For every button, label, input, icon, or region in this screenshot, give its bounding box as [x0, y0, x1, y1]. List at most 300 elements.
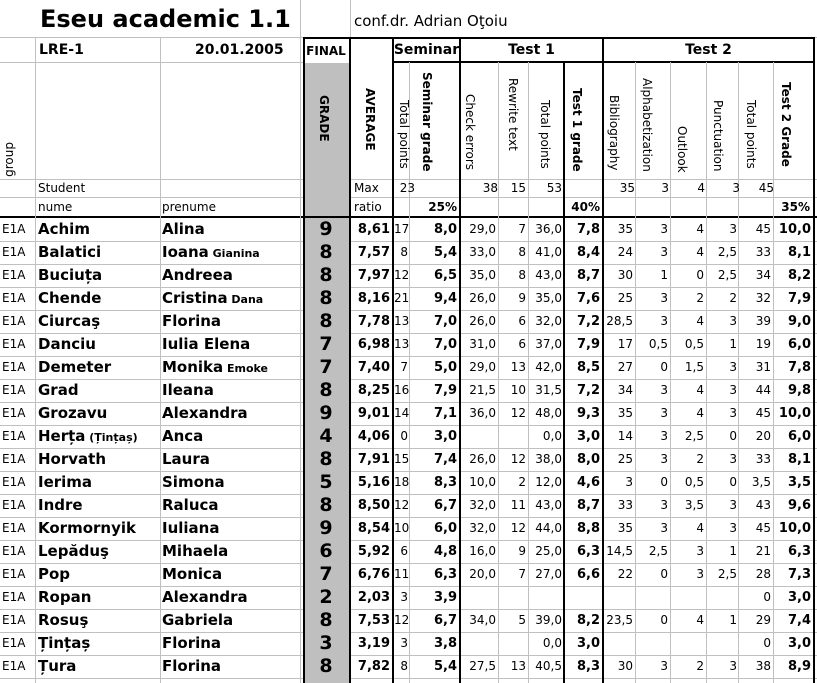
- grid-vline: [602, 37, 604, 683]
- test2-grade-cell: 9,0: [787, 314, 811, 329]
- alphabetization-cell: 3: [660, 498, 668, 512]
- last-name-cell: Buciuța: [38, 266, 103, 284]
- bibliography-cell: 30: [617, 659, 633, 673]
- seminar-grade-cell: 3,0: [433, 429, 457, 444]
- bibliography-cell: 14: [617, 429, 633, 443]
- seminar-points-cell: 7: [400, 360, 408, 374]
- outlook-cell: 2,5: [684, 429, 704, 443]
- nume-label: nume: [38, 200, 73, 214]
- test2-points-cell: 31: [755, 360, 771, 374]
- first-name-cell: Cristina Dana: [162, 289, 264, 307]
- test2-grade-cell: 9,6: [787, 498, 811, 513]
- group-cell: E1A: [2, 245, 26, 259]
- group-cell: E1A: [2, 337, 26, 351]
- outlook-cell: 4: [696, 406, 704, 420]
- average-cell: 8,54: [357, 521, 390, 536]
- final-grade-cell: 3: [319, 632, 333, 654]
- seminar-points-cell: 13: [394, 314, 410, 328]
- seminar-points-cell: 10: [394, 521, 410, 535]
- grid-vline: [35, 37, 36, 683]
- group-cell: E1A: [2, 590, 26, 604]
- group-cell: E1A: [2, 613, 26, 627]
- test2-grade-cell: 3,5: [787, 475, 811, 490]
- first-name-cell: Monica: [162, 565, 223, 583]
- test1-grade-cell: 8,2: [576, 613, 600, 628]
- test2-ratio: 35%: [781, 200, 810, 214]
- punctuation-cell: 2,5: [717, 245, 737, 259]
- seminar-grade-cell: 7,9: [433, 383, 457, 398]
- check-errors-cell: 20,0: [469, 567, 496, 581]
- course-code: LRE-1: [39, 42, 84, 58]
- seminar-points-cell: 18: [394, 475, 410, 489]
- test2-grade-cell: 8,2: [787, 268, 811, 283]
- check-errors-cell: 26,0: [469, 314, 496, 328]
- outlook-cell: 4: [696, 222, 704, 236]
- rewrite-text-cell: 7: [518, 567, 526, 581]
- max-bibliography: 35: [619, 181, 635, 195]
- outlook-cell: 4: [696, 383, 704, 397]
- punctuation-cell: 3: [729, 521, 737, 535]
- average-cell: 8,25: [357, 383, 390, 398]
- test2-grade-cell: 3,0: [787, 636, 811, 651]
- first-name-cell: Laura: [162, 450, 210, 468]
- final-grade-cell: 8: [319, 241, 333, 263]
- check-errors-cell: 33,0: [469, 245, 496, 259]
- test2-grade-cell: 7,9: [787, 291, 811, 306]
- seminar-points-cell: 8: [400, 245, 408, 259]
- alphabetization-cell: 3: [660, 291, 668, 305]
- group-cell: E1A: [2, 291, 26, 305]
- test1-grade-cell: 8,0: [576, 452, 600, 467]
- average-cell: 6,76: [357, 567, 390, 582]
- seminar-grade-column-label: Seminar grade: [420, 72, 434, 172]
- first-name-cell: Iuliana: [162, 519, 220, 537]
- group-cell: E1A: [2, 429, 26, 443]
- check-errors-cell: 36,0: [469, 406, 496, 420]
- seminar-grade-cell: 3,9: [433, 590, 457, 605]
- average-cell: 7,91: [357, 452, 390, 467]
- group-cell: E1A: [2, 406, 26, 420]
- rewrite-text-cell: 12: [510, 452, 526, 466]
- alphabetization-cell: 3: [660, 245, 668, 259]
- bibliography-cell: 33: [617, 498, 633, 512]
- seminar-points-cell: 6: [400, 544, 408, 558]
- alphabetization-cell: 3: [660, 452, 668, 466]
- bibliography-cell: 28,5: [606, 314, 633, 328]
- group-cell: E1A: [2, 659, 26, 673]
- seminar-grade-cell: 4,8: [433, 544, 457, 559]
- test1-grade-cell: 9,3: [576, 406, 600, 421]
- bibliography-cell: 25: [617, 291, 633, 305]
- alphabetization-cell: 1: [660, 268, 668, 282]
- average-column-label: AVERAGE: [363, 88, 377, 151]
- grid-hline: [303, 37, 814, 39]
- test1-grade-cell: 3,0: [576, 636, 600, 651]
- seminar-points-cell: 12: [394, 498, 410, 512]
- seminar-grade-cell: 6,5: [433, 268, 457, 283]
- test1-points-cell: 0,0: [542, 636, 562, 650]
- test2-points-cell: 28: [755, 567, 771, 581]
- test1-grade-cell: 8,7: [576, 268, 600, 283]
- test1-points-column-label: Total points: [538, 100, 552, 169]
- first-name-cell: Raluca: [162, 496, 219, 514]
- outlook-cell: 2: [696, 659, 704, 673]
- final-grade-cell: 7: [319, 563, 333, 585]
- last-name-cell: Grad: [38, 381, 79, 399]
- exam-date: 20.01.2005: [195, 42, 284, 58]
- test1-grade-cell: 7,2: [576, 314, 600, 329]
- max-rewrite-text: 15: [510, 181, 526, 195]
- test1-points-cell: 0,0: [542, 429, 562, 443]
- final-grade-cell: 8: [319, 264, 333, 286]
- seminar-grade-cell: 6,0: [433, 521, 457, 536]
- punctuation-cell: 3: [729, 406, 737, 420]
- alphabetization-cell: 3: [660, 383, 668, 397]
- average-cell: 7,57: [357, 245, 390, 260]
- bibliography-cell: 22: [617, 567, 633, 581]
- bibliography-cell: 3: [625, 475, 633, 489]
- outlook-cell: 2: [696, 452, 704, 466]
- test1-grade-cell: 6,3: [576, 544, 600, 559]
- grid-vline: [160, 37, 161, 683]
- final-label: FINAL: [306, 44, 346, 58]
- test1-points-cell: 27,0: [535, 567, 562, 581]
- outlook-cell: 0,5: [684, 475, 704, 489]
- seminar-points-cell: 14: [394, 406, 410, 420]
- rewrite-text-cell: 9: [518, 291, 526, 305]
- test2-points-cell: 3,5: [751, 475, 771, 489]
- alphabetization-cell: 3: [660, 222, 668, 236]
- last-name-cell: Ierima: [38, 473, 93, 491]
- average-cell: 4,06: [357, 429, 390, 444]
- punctuation-cell: 2,5: [717, 268, 737, 282]
- first-name-cell: Ioana Gianina: [162, 243, 260, 261]
- test1-grade-cell: 8,8: [576, 521, 600, 536]
- alphabetization-cell: 0: [660, 360, 668, 374]
- last-name-cell: Herța (Țințaș): [38, 427, 138, 445]
- seminar-grade-cell: 8,3: [433, 475, 457, 490]
- seminar-grade-cell: 7,0: [433, 314, 457, 329]
- test2-grade-cell: 3,0: [787, 590, 811, 605]
- alphabetization-cell: 3: [660, 314, 668, 328]
- final-grade-cell: 8: [319, 655, 333, 677]
- seminar-grade-cell: 6,7: [433, 613, 457, 628]
- check-errors-cell: 29,0: [469, 360, 496, 374]
- average-cell: 8,50: [357, 498, 390, 513]
- punctuation-cell: 0: [729, 475, 737, 489]
- group-cell: E1A: [2, 498, 26, 512]
- average-cell: 7,82: [357, 659, 390, 674]
- grid-vline: [349, 37, 351, 683]
- test2-grade-cell: 8,1: [787, 245, 811, 260]
- grid-vline: [392, 37, 394, 683]
- test2-grade-cell: 10,0: [778, 521, 811, 536]
- seminar-grade-cell: 5,0: [433, 360, 457, 375]
- seminar-points-cell: 12: [394, 268, 410, 282]
- punctuation-cell: 3: [729, 360, 737, 374]
- test1-points-cell: 38,0: [535, 452, 562, 466]
- test2-points-cell: 0: [763, 636, 771, 650]
- max-seminar-points: 23: [399, 181, 415, 195]
- rewrite-text-cell: 11: [510, 498, 526, 512]
- outlook-cell: 4: [696, 521, 704, 535]
- max-check-errors: 38: [482, 181, 498, 195]
- outlook-cell: 1,5: [684, 360, 704, 374]
- seminar-points-cell: 3: [400, 590, 408, 604]
- final-grade-cell: 9: [319, 402, 333, 424]
- check-errors-cell: 16,0: [469, 544, 496, 558]
- test2-grade-column-label: Test 2 Grade: [779, 82, 793, 167]
- test2-points-cell: 33: [755, 452, 771, 466]
- outlook-cell: 0: [696, 268, 704, 282]
- rewrite-text-cell: 6: [518, 314, 526, 328]
- test2-grade-cell: 9,8: [787, 383, 811, 398]
- test2-grade-cell: 7,3: [787, 567, 811, 582]
- test2-grade-cell: 10,0: [778, 406, 811, 421]
- last-name-cell: Lepăduş: [38, 542, 109, 560]
- check-errors-cell: 21,5: [469, 383, 496, 397]
- average-cell: 8,61: [357, 222, 390, 237]
- check-errors-cell: 35,0: [469, 268, 496, 282]
- final-grade-cell: 8: [319, 609, 333, 631]
- seminar-points-cell: 3: [400, 636, 408, 650]
- test1-points-cell: 43,0: [535, 268, 562, 282]
- test1-ratio: 40%: [571, 200, 600, 214]
- bibliography-cell: 27: [617, 360, 633, 374]
- grid-vline: [459, 37, 461, 683]
- grid-vline: [813, 37, 815, 683]
- rewrite-text-cell: 5: [518, 613, 526, 627]
- test1-points-cell: 25,0: [535, 544, 562, 558]
- check-errors-cell: 26,0: [469, 452, 496, 466]
- alphabetization-cell: 3: [660, 521, 668, 535]
- final-grade-cell: 7: [319, 333, 333, 355]
- test1-points-cell: 41,0: [535, 245, 562, 259]
- test1-grade-cell: 3,0: [576, 429, 600, 444]
- test1-points-cell: 40,5: [535, 659, 562, 673]
- outlook-cell: 4: [696, 245, 704, 259]
- last-name-cell: Chende: [38, 289, 102, 307]
- test1-points-cell: 44,0: [535, 521, 562, 535]
- seminar-label: Seminar: [393, 42, 460, 58]
- punctuation-cell: 2,5: [717, 567, 737, 581]
- group-cell: E1A: [2, 383, 26, 397]
- last-name-cell: Țura: [38, 657, 77, 675]
- last-name-cell: Achim: [38, 220, 90, 238]
- bibliography-cell: 35: [617, 521, 633, 535]
- seminar-grade-cell: 6,7: [433, 498, 457, 513]
- seminar-grade-cell: 7,4: [433, 452, 457, 467]
- outlook-cell: 3,5: [684, 498, 704, 512]
- last-name-cell: Demeter: [38, 358, 112, 376]
- average-cell: 5,16: [357, 475, 390, 490]
- seminar-points-cell: 17: [394, 222, 410, 236]
- test1-points-cell: 48,0: [535, 406, 562, 420]
- max-test1-points: 53: [546, 181, 562, 195]
- seminar-points-cell: 13: [394, 337, 410, 351]
- punctuation-cell: 3: [729, 659, 737, 673]
- check-errors-cell: 10,0: [469, 475, 496, 489]
- outlook-cell: 4: [696, 314, 704, 328]
- last-name-cell: Horvath: [38, 450, 107, 468]
- punctuation-cell: 1: [729, 544, 737, 558]
- last-name-cell: Danciu: [38, 335, 96, 353]
- test1-points-cell: 35,0: [535, 291, 562, 305]
- outlook-cell: 3: [696, 567, 704, 581]
- alphabetization-cell: 0: [660, 567, 668, 581]
- check-errors-cell: 32,0: [469, 498, 496, 512]
- bibliography-cell: 35: [617, 222, 633, 236]
- bibliography-column-label: Bibliography: [607, 95, 621, 171]
- rewrite-text-cell: 9: [518, 544, 526, 558]
- test2-points-cell: 45: [755, 521, 771, 535]
- punctuation-cell: 3: [729, 452, 737, 466]
- final-grade-cell: 2: [319, 586, 333, 608]
- test2-points-cell: 33: [755, 245, 771, 259]
- seminar-ratio: 25%: [428, 200, 457, 214]
- last-name-cell: Rosuş: [38, 611, 89, 629]
- seminar-points-cell: 11: [394, 567, 410, 581]
- final-grade-cell: 6: [319, 540, 333, 562]
- rewrite-text-cell: 13: [510, 360, 526, 374]
- test2-grade-cell: 7,8: [787, 360, 811, 375]
- student-label: Student: [38, 181, 86, 195]
- test2-points-cell: 38: [755, 659, 771, 673]
- bibliography-cell: 23,5: [606, 613, 633, 627]
- test2-points-cell: 19: [755, 337, 771, 351]
- seminar-grade-cell: 9,4: [433, 291, 457, 306]
- max-alphabetization: 3: [661, 181, 669, 195]
- rewrite-text-cell: 2: [518, 475, 526, 489]
- final-grade-cell: 4: [319, 425, 333, 447]
- test1-points-cell: 43,0: [535, 498, 562, 512]
- test1-grade-cell: 7,6: [576, 291, 600, 306]
- test2-points-column-label: Total points: [744, 100, 758, 169]
- final-grade-cell: 8: [319, 494, 333, 516]
- rewrite-text-cell: 6: [518, 337, 526, 351]
- test2-grade-cell: 7,4: [787, 613, 811, 628]
- seminar-grade-cell: 3,8: [433, 636, 457, 651]
- test1-points-cell: 12,0: [535, 475, 562, 489]
- first-name-cell: Florina: [162, 634, 222, 652]
- group-cell: E1A: [2, 268, 26, 282]
- check-errors-cell: 27,5: [469, 659, 496, 673]
- test2-grade-cell: 8,1: [787, 452, 811, 467]
- alphabetization-column-label: Alphabetization: [640, 78, 654, 172]
- average-cell: 7,40: [357, 360, 390, 375]
- check-errors-column-label: Check errors: [463, 94, 477, 171]
- alphabetization-cell: 0,5: [648, 337, 668, 351]
- first-name-cell: Iulia Elena: [162, 335, 251, 353]
- punctuation-cell: 0: [729, 429, 737, 443]
- check-errors-cell: 34,0: [469, 613, 496, 627]
- test2-points-cell: 0: [763, 590, 771, 604]
- seminar-grade-cell: 7,1: [433, 406, 457, 421]
- average-cell: 7,53: [357, 613, 390, 628]
- first-name-cell: Florina: [162, 657, 222, 675]
- alphabetization-cell: 3: [660, 659, 668, 673]
- outlook-cell: 2: [696, 291, 704, 305]
- punctuation-cell: 2: [729, 291, 737, 305]
- bibliography-cell: 35: [617, 406, 633, 420]
- test2-points-cell: 45: [755, 406, 771, 420]
- group-cell: E1A: [2, 360, 26, 374]
- final-grade-cell: 9: [319, 218, 333, 240]
- final-grade-cell: 8: [319, 287, 333, 309]
- first-name-cell: Alexandra: [162, 588, 248, 606]
- punctuation-cell: 3: [729, 314, 737, 328]
- group-cell: E1A: [2, 636, 26, 650]
- final-grade-cell: 8: [319, 310, 333, 332]
- max-test2-points: 45: [758, 181, 774, 195]
- bibliography-cell: 14,5: [606, 544, 633, 558]
- test1-grade-cell: 7,2: [576, 383, 600, 398]
- group-column-label: group: [2, 142, 16, 177]
- test1-grade-cell: 8,5: [576, 360, 600, 375]
- last-name-cell: Kormornyik: [38, 519, 136, 537]
- max-punctuation: 3: [732, 181, 740, 195]
- punctuation-cell: 3: [729, 222, 737, 236]
- average-cell: 6,98: [357, 337, 390, 352]
- group-cell: E1A: [2, 567, 26, 581]
- first-name-cell: Monika Emoke: [162, 358, 268, 376]
- average-cell: 9,01: [357, 406, 390, 421]
- test2-points-cell: 21: [755, 544, 771, 558]
- check-errors-cell: 29,0: [469, 222, 496, 236]
- rewrite-text-cell: 10: [510, 383, 526, 397]
- average-cell: 3,19: [357, 636, 390, 651]
- average-cell: 5,92: [357, 544, 390, 559]
- final-grade-cell: 9: [319, 517, 333, 539]
- bibliography-cell: 30: [617, 268, 633, 282]
- test1-grade-cell: 8,7: [576, 498, 600, 513]
- final-grade-cell: 8: [319, 448, 333, 470]
- check-errors-cell: 26,0: [469, 291, 496, 305]
- seminar-grade-cell: 5,4: [433, 245, 457, 260]
- test1-points-cell: 36,0: [535, 222, 562, 236]
- test2-grade-cell: 6,3: [787, 544, 811, 559]
- grid-hline: [0, 62, 303, 63]
- average-cell: 8,16: [357, 291, 390, 306]
- test1-points-cell: 37,0: [535, 337, 562, 351]
- last-name-cell: Pop: [38, 565, 71, 583]
- punctuation-cell: 3: [729, 383, 737, 397]
- test1-grade-cell: 6,6: [576, 567, 600, 582]
- bibliography-cell: 24: [617, 245, 633, 259]
- rewrite-text-cell: 8: [518, 268, 526, 282]
- test2-points-cell: 43: [755, 498, 771, 512]
- check-errors-cell: 31,0: [469, 337, 496, 351]
- test1-grade-cell: 4,6: [576, 475, 600, 490]
- punctuation-column-label: Punctuation: [711, 100, 725, 172]
- first-name-cell: Alina: [162, 220, 205, 238]
- outlook-cell: 4: [696, 613, 704, 627]
- group-cell: E1A: [2, 544, 26, 558]
- final-grade-cell: 5: [319, 471, 333, 493]
- test2-label: Test 2: [685, 42, 732, 58]
- test1-label: Test 1: [508, 42, 555, 58]
- seminar-points-column-label: Total points: [397, 100, 411, 169]
- first-name-cell: Mihaela: [162, 542, 229, 560]
- test2-points-cell: 29: [755, 613, 771, 627]
- test2-points-cell: 44: [755, 383, 771, 397]
- teacher-name: conf.dr. Adrian Oţoiu: [354, 12, 508, 30]
- seminar-grade-cell: 5,4: [433, 659, 457, 674]
- alphabetization-cell: 0: [660, 613, 668, 627]
- group-cell: E1A: [2, 475, 26, 489]
- group-cell: E1A: [2, 521, 26, 535]
- last-name-cell: Balatici: [38, 243, 102, 261]
